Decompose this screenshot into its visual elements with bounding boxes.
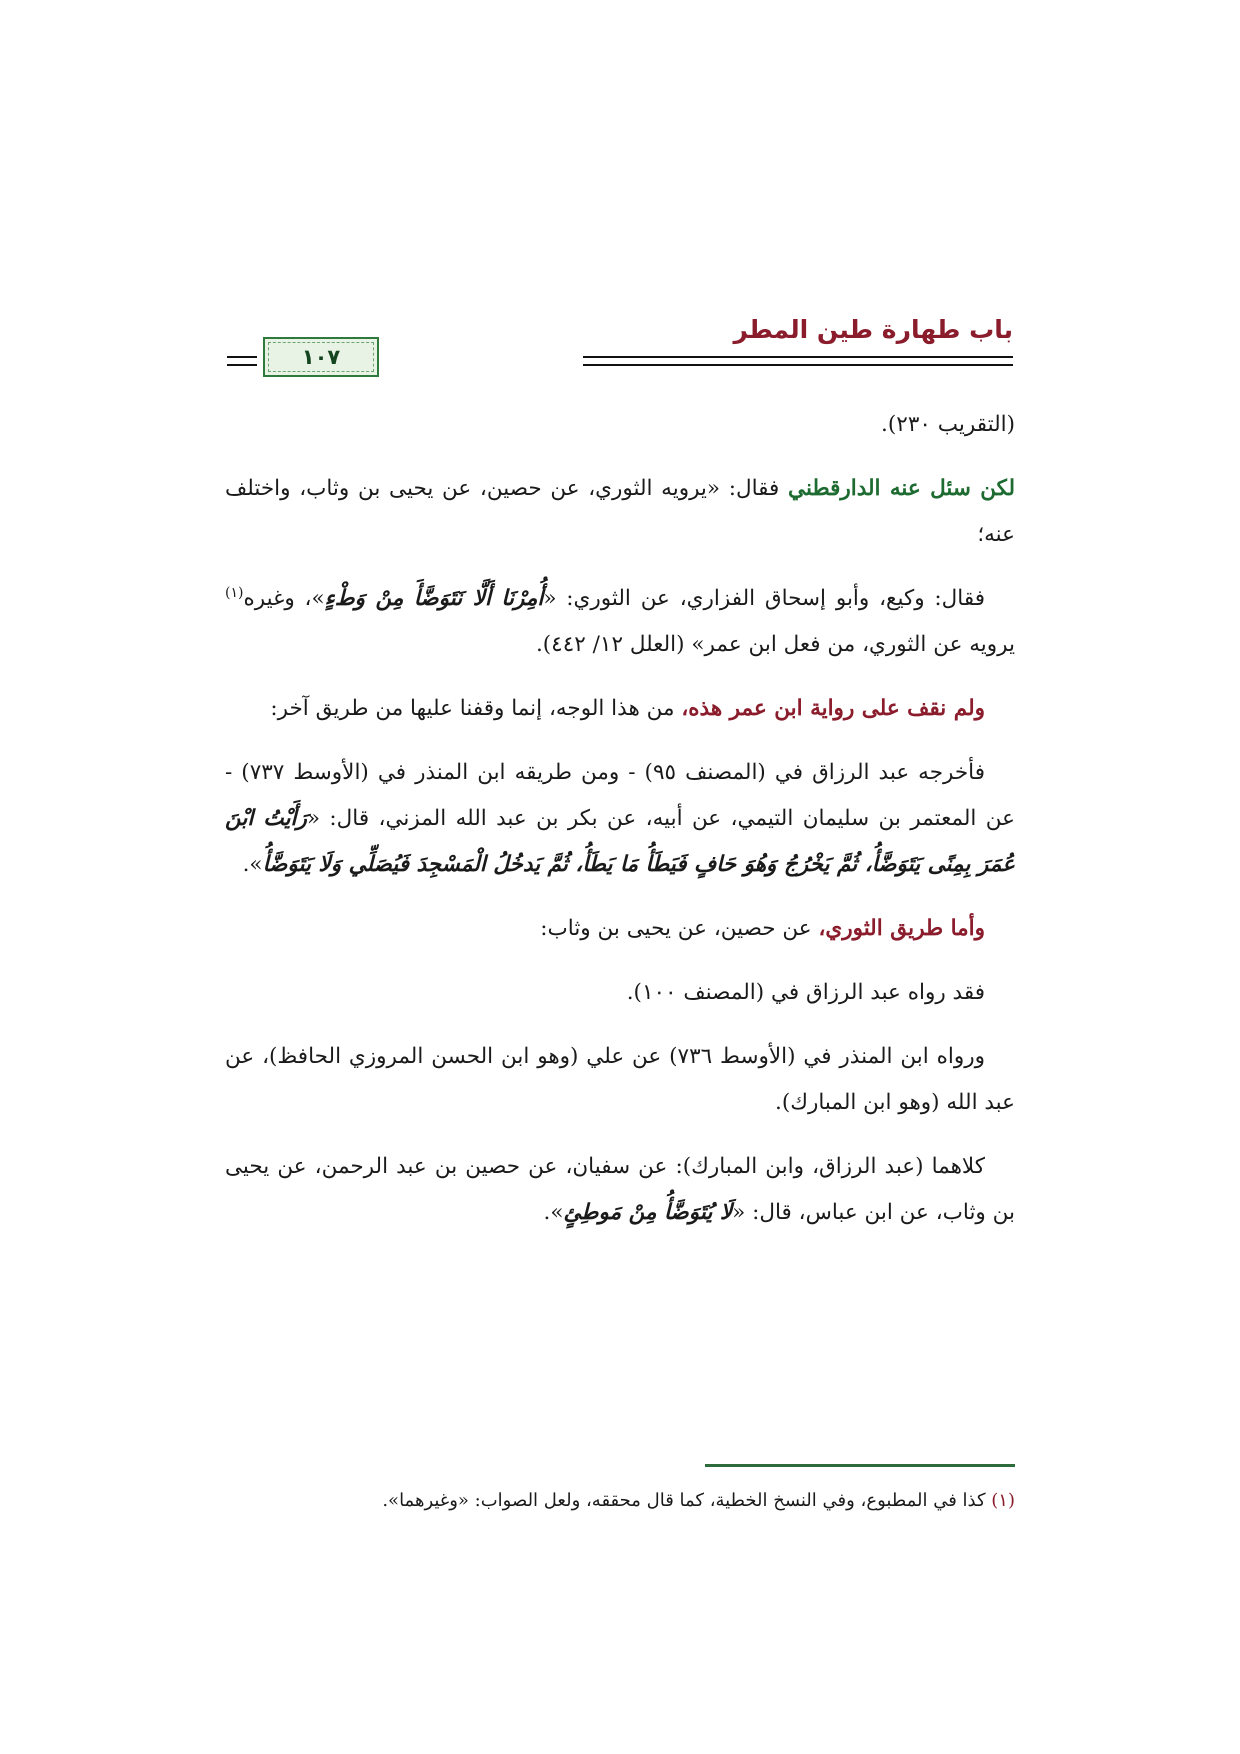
paragraph-text: فقد رواه عبد الرزاق في (المصنف ١٠٠). bbox=[626, 980, 985, 1005]
paragraph-text: كلاهما (عبد الرزاق، وابن المبارك): عن سفيان، عن حصين بن عبد الرحمن، عن يحيى بن وثاب، عن ابن عباس، قال: « bbox=[225, 1154, 1015, 1225]
highlight-lead: ولم نقف على رواية ابن عمر هذه، bbox=[681, 696, 985, 721]
paragraph-ibn-umar bbox=[225, 686, 1015, 732]
paragraph-text: ». bbox=[242, 852, 263, 877]
paragraph-waki bbox=[225, 576, 1015, 668]
paragraph-text: (التقريب ٢٣٠). bbox=[881, 412, 1015, 437]
paragraph-text: يرويه عن الثوري، من فعل ابن عمر» (العلل ١٢/ ٤٤٢). bbox=[535, 632, 1015, 657]
paragraph-ibn-abbas bbox=[225, 1144, 1015, 1236]
paragraph-abdurrazzaq bbox=[225, 750, 1015, 888]
paragraph-ibn-mundhir bbox=[225, 1034, 1015, 1126]
footnote-ref[interactable]: (١) bbox=[225, 584, 244, 601]
hadith-quote: لَا يُتَوَضَّأُ مِنْ مَوطِئٍ bbox=[563, 1200, 733, 1225]
footnote-separator bbox=[705, 1464, 1015, 1467]
paragraph-text: »، وغيره bbox=[243, 586, 325, 611]
footnote-text: كذا في المطبوع، وفي النسخ الخطية، كما قال محققه، ولعل الصواب: «وغيرهما». bbox=[382, 1490, 992, 1511]
hadith-quote: أُمِرْنَا أَلَّا نَتَوَضَّأَ مِنْ وَطْءٍ bbox=[324, 586, 544, 611]
paragraph-text: فقال: وكيع، وأبو إسحاق الفزاري، عن الثوري: « bbox=[543, 586, 985, 611]
paragraph-text: ورواه ابن المنذر في (الأوسط ٧٣٦) عن علي (وهو ابن الحسن المروزي الحافظ)، عن عبد الله (وهو ابن المبارك). bbox=[225, 1044, 1015, 1115]
highlight-lead: لكن سئل عنه الدارقطني bbox=[788, 476, 1015, 501]
paragraph-citation bbox=[225, 402, 1015, 448]
page-number-badge bbox=[263, 337, 379, 377]
footnote-marker: (١) bbox=[991, 1490, 1015, 1511]
paragraph-text: فأخرجه عبد الرزاق في (المصنف ٩٥) - ومن طريقه ابن المنذر في (الأوسط ٧٣٧) - عن المعتمر بن سليمان التيمي، عن أبيه، عن بكر بن عبد الله المزني، قال: « bbox=[225, 760, 1015, 831]
header-rule-bottom bbox=[583, 364, 1013, 366]
page-body bbox=[225, 402, 1015, 1254]
chapter-title: باب طهارة طين المطر bbox=[733, 315, 1013, 344]
paragraph-text: ». bbox=[543, 1200, 564, 1225]
page-number: ١٠٧ bbox=[301, 345, 341, 369]
page-header bbox=[227, 315, 1013, 395]
header-rule-left-top bbox=[227, 356, 257, 358]
footnote bbox=[225, 1484, 1015, 1518]
paragraph-musannaf bbox=[225, 970, 1015, 1016]
paragraph-text: عن حصين، عن يحيى بن وثاب: bbox=[540, 916, 819, 941]
paragraph-daraqutni bbox=[225, 466, 1015, 558]
hadith-quote: رَأَيْتُ ابْنَ عُمَرَ بِمِنًى يَتَوَضَّأُ، ثُمَّ يَخْرُجُ وَهُوَ حَافٍ فَيَطَأُ مَا يَطَأُ، ثُمَّ يَدخُلُ الْمَسْجِدَ فَيُصَلِّي وَلَا يَتَوَضَّأُ bbox=[225, 806, 1015, 877]
paragraph-thawri bbox=[225, 906, 1015, 952]
header-rule-left-bottom bbox=[227, 364, 257, 366]
paragraph-text: من هذا الوجه، إنما وقفنا عليها من طريق آخر: bbox=[270, 696, 682, 721]
highlight-lead: وأما طريق الثوري، bbox=[818, 916, 985, 941]
paragraph-text: فقال: «يرويه الثوري، عن حصين، عن يحيى بن وثاب، واختلف عنه؛ bbox=[225, 476, 1015, 547]
header-rule-top bbox=[583, 356, 1013, 358]
